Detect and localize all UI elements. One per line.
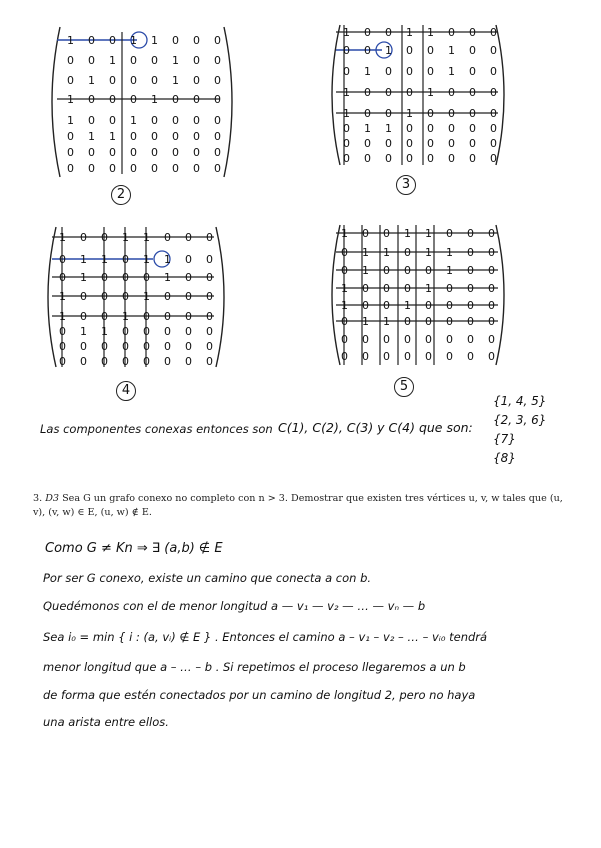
cell: 0 (193, 162, 200, 175)
cell: 0 (343, 122, 350, 135)
cell: 0 (193, 114, 200, 127)
cell: 0 (130, 93, 137, 106)
cell: 0 (164, 355, 171, 368)
cell: 1 (383, 315, 390, 328)
matrix-5-label: 5 (394, 377, 414, 397)
cell: 1 (164, 271, 171, 284)
cell: 1 (425, 282, 432, 295)
cell: 0 (446, 350, 453, 363)
cell: 0 (383, 299, 390, 312)
matrix-4-label: 4 (116, 381, 136, 401)
cell: 1 (130, 34, 137, 47)
cell: 0 (206, 310, 213, 323)
cell: 0 (490, 26, 497, 39)
cell: 1 (88, 130, 95, 143)
cell: 1 (80, 253, 87, 266)
cell: 0 (448, 107, 455, 120)
cell: 1 (383, 246, 390, 259)
cell: 0 (151, 54, 158, 67)
cell: 0 (130, 146, 137, 159)
cell: 0 (404, 246, 411, 259)
cell: 0 (490, 44, 497, 57)
cell: 0 (490, 137, 497, 150)
cell: 0 (488, 299, 495, 312)
cell: 1 (427, 26, 434, 39)
cell: 0 (143, 325, 150, 338)
cell: 0 (467, 333, 474, 346)
proof-line-6: de forma que estén conectados por un camino de longitud 2, pero no haya (43, 688, 476, 702)
cell: 0 (383, 350, 390, 363)
cell: 0 (185, 310, 192, 323)
cell: 0 (427, 152, 434, 165)
cell: 0 (122, 271, 129, 284)
cell: 0 (206, 355, 213, 368)
cell: 0 (448, 122, 455, 135)
cell: 0 (172, 93, 179, 106)
cell: 1 (341, 227, 348, 240)
cell: 1 (59, 290, 66, 303)
cell: 0 (448, 86, 455, 99)
cell: 0 (490, 65, 497, 78)
cell: 0 (425, 333, 432, 346)
proof-line-5: menor longitud que a – … – b . Si repetimos el proceso llegaremos a un b (43, 660, 466, 674)
cell: 0 (88, 34, 95, 47)
cell: 0 (122, 355, 129, 368)
cell: 0 (109, 93, 116, 106)
exercise-number: 3. (33, 493, 43, 504)
cell: 1 (448, 65, 455, 78)
cell: 0 (448, 152, 455, 165)
cell: 0 (172, 130, 179, 143)
cell: 0 (404, 264, 411, 277)
cell: 0 (406, 65, 413, 78)
cell: 0 (343, 44, 350, 57)
cell: 0 (385, 86, 392, 99)
cell: 0 (214, 146, 221, 159)
proof-line-7: una arista entre ellos. (43, 715, 169, 729)
cell: 0 (467, 282, 474, 295)
cell: 0 (425, 315, 432, 328)
cell: 0 (88, 114, 95, 127)
cell: 0 (488, 282, 495, 295)
cell: 0 (88, 162, 95, 175)
cell: 0 (425, 350, 432, 363)
cell: 0 (80, 340, 87, 353)
cell: 0 (67, 54, 74, 67)
cell: 0 (67, 162, 74, 175)
cell: 0 (122, 340, 129, 353)
cell: 0 (130, 162, 137, 175)
cell: 0 (214, 54, 221, 67)
cell: 1 (109, 54, 116, 67)
cell: 1 (88, 74, 95, 87)
cell: 0 (214, 74, 221, 87)
cell: 0 (362, 227, 369, 240)
proof-line-4: Sea i₀ = min { i : (a, vᵢ) ∉ E } . Entonces el camino a – v₁ – v₂ – … – vᵢ₀ tendrá (43, 630, 488, 644)
cell: 0 (88, 54, 95, 67)
cell: 0 (446, 315, 453, 328)
cell: 0 (406, 44, 413, 57)
cell: 0 (185, 271, 192, 284)
cell: 0 (143, 355, 150, 368)
cell: 1 (143, 231, 150, 244)
cell: 0 (343, 152, 350, 165)
cell: 0 (406, 122, 413, 135)
cell: 0 (80, 290, 87, 303)
cell: 0 (101, 340, 108, 353)
cell: 0 (193, 74, 200, 87)
cell: 0 (446, 282, 453, 295)
cell: 1 (109, 130, 116, 143)
cell: 0 (467, 315, 474, 328)
cell: 0 (130, 74, 137, 87)
cell: 0 (490, 86, 497, 99)
cell: 1 (446, 264, 453, 277)
cell: 0 (88, 146, 95, 159)
cell: 0 (427, 44, 434, 57)
cell: 0 (80, 310, 87, 323)
cell: 0 (214, 130, 221, 143)
cell: 1 (341, 299, 348, 312)
cell: 0 (385, 137, 392, 150)
cell: 1 (122, 310, 129, 323)
cell: 0 (427, 65, 434, 78)
cell: 0 (427, 137, 434, 150)
cell: 0 (193, 54, 200, 67)
cell: 1 (364, 65, 371, 78)
cell: 1 (446, 246, 453, 259)
cell: 0 (109, 146, 116, 159)
cell: 1 (172, 74, 179, 87)
cell: 0 (341, 315, 348, 328)
cell: 1 (427, 86, 434, 99)
cell: 0 (59, 355, 66, 368)
cell: 0 (341, 264, 348, 277)
cell: 0 (59, 253, 66, 266)
cell: 0 (364, 137, 371, 150)
cell: 0 (193, 34, 200, 47)
components-text: Las componentes conexas entonces son (40, 422, 273, 436)
cell: 1 (406, 107, 413, 120)
cell: 0 (383, 282, 390, 295)
cell: 0 (206, 253, 213, 266)
cell: 0 (446, 333, 453, 346)
cell: 0 (383, 333, 390, 346)
cell: 0 (214, 114, 221, 127)
cell: 0 (185, 290, 192, 303)
cell: 0 (448, 137, 455, 150)
cell: 0 (364, 26, 371, 39)
cell: 0 (406, 86, 413, 99)
cell: 0 (59, 325, 66, 338)
cell: 0 (469, 122, 476, 135)
cell: 0 (385, 65, 392, 78)
cell: 1 (343, 26, 350, 39)
cell: 0 (427, 107, 434, 120)
set-item: {1, 4, 5} (493, 394, 547, 408)
cell: 0 (490, 152, 497, 165)
cell: 1 (130, 114, 137, 127)
cell: 0 (206, 290, 213, 303)
cell: 0 (164, 310, 171, 323)
cell: 0 (406, 152, 413, 165)
cell: 0 (59, 340, 66, 353)
cell: 1 (122, 231, 129, 244)
cell: 1 (406, 26, 413, 39)
cell: 1 (362, 264, 369, 277)
cell: 0 (130, 54, 137, 67)
cell: 0 (122, 253, 129, 266)
cell: 0 (172, 162, 179, 175)
cell: 0 (467, 227, 474, 240)
cell: 0 (364, 107, 371, 120)
cell: 0 (469, 44, 476, 57)
cell: 1 (425, 246, 432, 259)
cell: 0 (362, 333, 369, 346)
cell: 1 (101, 253, 108, 266)
cell: 1 (172, 54, 179, 67)
cell: 0 (185, 325, 192, 338)
cell: 1 (59, 231, 66, 244)
cell: 0 (101, 310, 108, 323)
cell: 0 (362, 282, 369, 295)
cell: 1 (362, 246, 369, 259)
cell: 1 (143, 290, 150, 303)
cell: 0 (185, 355, 192, 368)
matrix-4 (38, 222, 238, 372)
cell: 1 (448, 44, 455, 57)
cell: 0 (488, 350, 495, 363)
cell: 0 (101, 231, 108, 244)
cell: 0 (488, 333, 495, 346)
cell: 0 (143, 271, 150, 284)
cell: 1 (101, 325, 108, 338)
cell: 0 (385, 107, 392, 120)
cell: 0 (206, 325, 213, 338)
cell: 0 (151, 74, 158, 87)
components-list: C(1), C(2), C(3) y C(4) que son: (278, 420, 473, 435)
cell: 0 (362, 299, 369, 312)
cell: 0 (469, 65, 476, 78)
cell: 0 (404, 315, 411, 328)
cell: 1 (404, 227, 411, 240)
cell: 0 (469, 137, 476, 150)
proof-line-2: Por ser G conexo, existe un camino que conecta a con b. (43, 571, 372, 585)
cell: 1 (67, 114, 74, 127)
cell: 0 (151, 114, 158, 127)
cell: 0 (151, 130, 158, 143)
cell: 0 (122, 290, 129, 303)
cell: 1 (385, 44, 392, 57)
cell: 0 (109, 34, 116, 47)
cell: 0 (448, 26, 455, 39)
cell: 0 (88, 93, 95, 106)
cell: 0 (172, 146, 179, 159)
cell: 1 (59, 310, 66, 323)
cell: 1 (80, 271, 87, 284)
cell: 0 (206, 340, 213, 353)
cell: 1 (343, 107, 350, 120)
cell: 1 (80, 325, 87, 338)
cell: 1 (425, 227, 432, 240)
cell: 0 (385, 152, 392, 165)
proof-line-3: Quedémonos con el de menor longitud a — v₁ — v₂ — … — vₙ — b (43, 599, 426, 613)
cell: 0 (59, 271, 66, 284)
cell: 1 (164, 253, 171, 266)
cell: 0 (193, 130, 200, 143)
cell: 0 (404, 282, 411, 295)
set-item: {7} (493, 432, 516, 446)
cell: 0 (406, 137, 413, 150)
cell: 1 (151, 34, 158, 47)
cell: 0 (109, 74, 116, 87)
cell: 0 (151, 146, 158, 159)
cell: 0 (446, 227, 453, 240)
cell: 0 (172, 34, 179, 47)
exercise-statement (33, 492, 578, 520)
cell: 0 (193, 93, 200, 106)
cell: 0 (385, 26, 392, 39)
cell: 1 (143, 253, 150, 266)
cell: 0 (122, 325, 129, 338)
cell: 0 (193, 146, 200, 159)
matrix-5-strokes (322, 220, 512, 370)
cell: 0 (214, 162, 221, 175)
cell: 1 (67, 34, 74, 47)
cell: 1 (341, 282, 348, 295)
cell: 0 (467, 246, 474, 259)
cell: 1 (364, 122, 371, 135)
matrix-3-label: 3 (396, 175, 416, 195)
cell: 0 (101, 271, 108, 284)
cell: 0 (341, 246, 348, 259)
matrix-2-label: 2 (111, 185, 131, 205)
cell: 0 (469, 152, 476, 165)
cell: 0 (490, 122, 497, 135)
cell: 0 (109, 162, 116, 175)
cell: 0 (67, 130, 74, 143)
proof-line-1: Como G ≠ Kn ⇒ ∃ (a,b) ∉ E (45, 541, 223, 556)
cell: 0 (488, 264, 495, 277)
matrix-2 (42, 22, 242, 182)
cell: 0 (185, 340, 192, 353)
cell: 0 (343, 137, 350, 150)
cell: 0 (214, 34, 221, 47)
component-sets (493, 394, 546, 470)
cell: 0 (185, 231, 192, 244)
cell: 0 (151, 162, 158, 175)
cell: 0 (469, 107, 476, 120)
cell: 0 (383, 264, 390, 277)
cell: 0 (185, 253, 192, 266)
cell: 0 (143, 310, 150, 323)
cell: 0 (130, 130, 137, 143)
cell: 0 (469, 86, 476, 99)
cell: 0 (164, 290, 171, 303)
cell: 0 (343, 65, 350, 78)
cell: 0 (490, 107, 497, 120)
cell: 0 (425, 264, 432, 277)
cell: 0 (488, 227, 495, 240)
cell: 0 (109, 114, 116, 127)
cell: 0 (404, 350, 411, 363)
cell: 0 (214, 93, 221, 106)
cell: 0 (67, 146, 74, 159)
cell: 0 (404, 333, 411, 346)
cell: 0 (80, 355, 87, 368)
cell: 0 (341, 333, 348, 346)
exercise-text: Sea G un grafo conexo no completo con n > 3. Demostrar que existen tres vértices u, v, w tales que (u, v), (v, w) ∈ E, (u, w) ∉ E. (33, 493, 563, 518)
cell: 0 (206, 231, 213, 244)
cell: 0 (467, 299, 474, 312)
cell: 0 (427, 122, 434, 135)
cell: 0 (164, 231, 171, 244)
cell: 1 (362, 315, 369, 328)
cell: 0 (67, 74, 74, 87)
cell: 0 (469, 26, 476, 39)
cell: 0 (488, 246, 495, 259)
cell: 0 (172, 114, 179, 127)
cell: 0 (383, 227, 390, 240)
cell: 0 (206, 271, 213, 284)
cell: 0 (446, 299, 453, 312)
cell: 0 (467, 350, 474, 363)
cell: 0 (101, 355, 108, 368)
set-item: {8} (493, 451, 516, 465)
exercise-code: D3 (45, 493, 60, 504)
cell: 1 (151, 93, 158, 106)
cell: 1 (67, 93, 74, 106)
cell: 1 (404, 299, 411, 312)
cell: 0 (341, 350, 348, 363)
cell: 1 (385, 122, 392, 135)
matrix-3 (322, 20, 512, 170)
cell: 0 (364, 152, 371, 165)
cell: 0 (164, 325, 171, 338)
cell: 0 (364, 86, 371, 99)
cell: 0 (364, 44, 371, 57)
cell: 0 (488, 315, 495, 328)
cell: 0 (362, 350, 369, 363)
cell: 0 (80, 231, 87, 244)
cell: 0 (164, 340, 171, 353)
cell: 0 (143, 340, 150, 353)
cell: 0 (425, 299, 432, 312)
cell: 1 (343, 86, 350, 99)
matrix-5 (322, 220, 512, 370)
cell: 0 (467, 264, 474, 277)
set-item: {2, 3, 6} (493, 413, 547, 427)
cell: 0 (101, 290, 108, 303)
